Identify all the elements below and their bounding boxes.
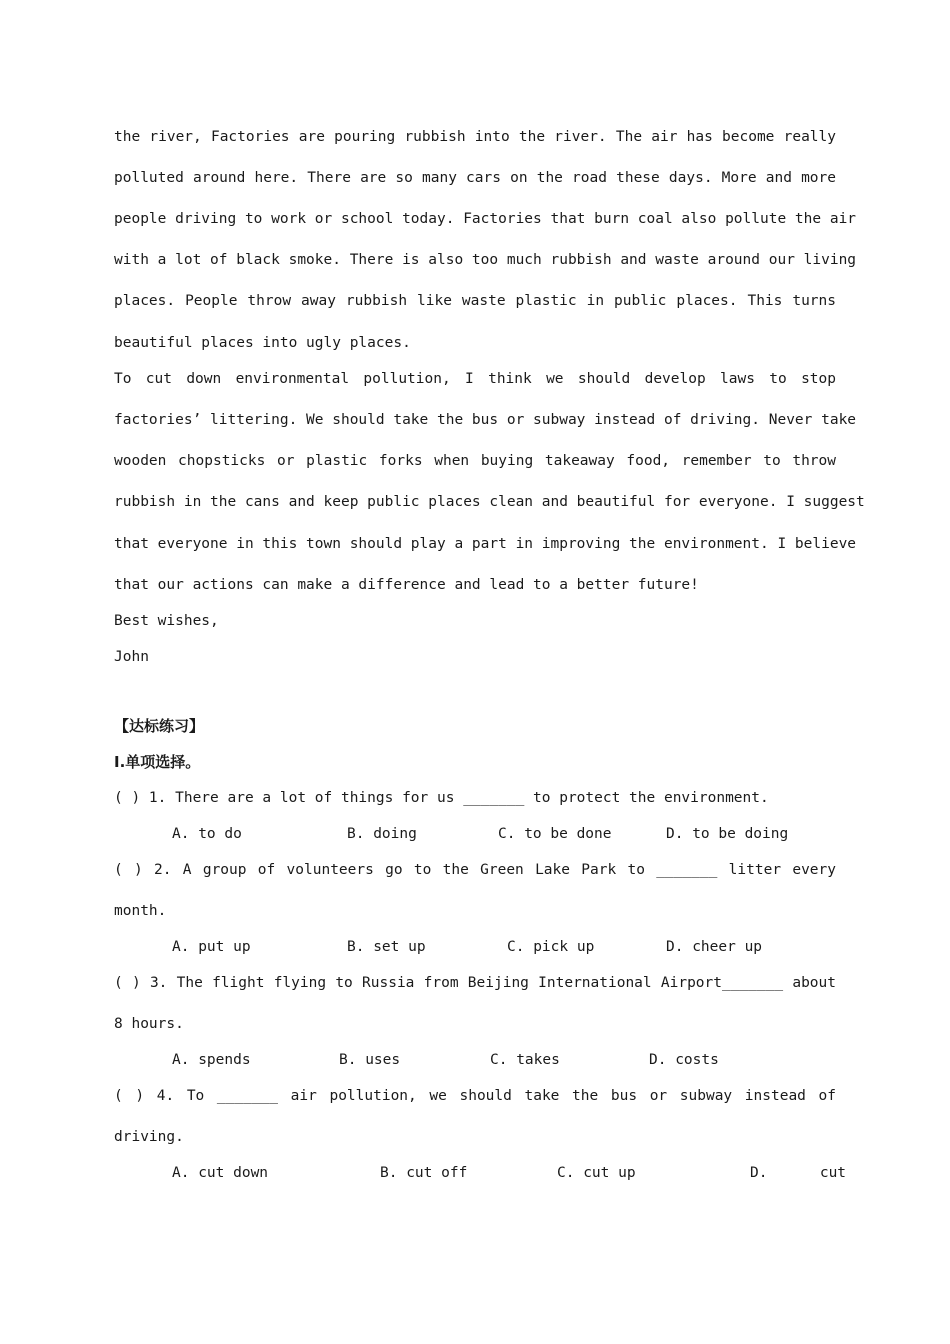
text-line: places. People throw away rubbish like waste plastic in public places. This turns — [114, 293, 836, 309]
text-line: wooden chopsticks or plastic forks when buying takeaway food, remember to throw — [114, 453, 836, 469]
text-line: that our actions can make a difference and lead to a better future! — [114, 577, 699, 593]
part-title: I.单项选择。 — [114, 753, 201, 771]
option-c: C. to be done — [498, 826, 612, 842]
text-line: rubbish in the cans and keep public places clean and beautiful for everyone. I suggest — [114, 494, 865, 510]
text-line: factories’ littering. We should take the bus or subway instead of driving. Never take — [114, 412, 857, 428]
text-line: beautiful places into ugly places. — [114, 335, 411, 351]
letter-closing: Best wishes, — [114, 613, 219, 629]
option-c: C. pick up — [507, 939, 595, 955]
option-c: C. cut up — [557, 1165, 636, 1181]
question-stem: ( ) 3. The flight flying to Russia from Beijing International Airport_______ about — [114, 975, 836, 991]
text-line: To cut down environmental pollution, I think we should develop laws to stop — [114, 371, 836, 387]
question-stem-continued: month. — [114, 903, 167, 919]
document-page — [114, 0, 865, 1344]
option-a: A. put up — [172, 939, 251, 955]
question-stem: ( ) 1. There are a lot of things for us _______ to protect the environment. — [114, 790, 769, 806]
text-line: people driving to work or school today. Factories that burn coal also pollute the air — [114, 211, 857, 227]
option-d: D. costs — [649, 1052, 719, 1068]
question-stem: ( ) 4. To _______ air pollution, we should take the bus or subway instead of — [114, 1088, 836, 1104]
option-b: B. uses — [339, 1052, 401, 1068]
option-d: D. cheer up — [666, 939, 763, 955]
question-stem: ( ) 2. A group of volunteers go to the Green Lake Park to _______ litter every — [114, 862, 836, 878]
text-line: polluted around here. There are so many cars on the road these days. More and more — [114, 170, 836, 186]
option-a: A. to do — [172, 826, 242, 842]
option-b: B. set up — [347, 939, 426, 955]
question-stem-continued: driving. — [114, 1129, 184, 1145]
text-line: the river, Factories are pouring rubbish into the river. The air has become really — [114, 129, 836, 145]
option-a: A. spends — [172, 1052, 251, 1068]
option-b: B. cut off — [380, 1165, 468, 1181]
option-d: D. to be doing — [666, 826, 789, 842]
section-title: 【达标练习】 — [114, 717, 205, 735]
option-a: A. cut down — [172, 1165, 269, 1181]
question-stem-continued: 8 hours. — [114, 1016, 184, 1032]
text-line: that everyone in this town should play a part in improving the environment. I believe — [114, 536, 857, 552]
option-d: D. cut — [750, 1165, 847, 1181]
option-b: B. doing — [347, 826, 417, 842]
option-c: C. takes — [490, 1052, 560, 1068]
text-line: with a lot of black smoke. There is also too much rubbish and waste around our living — [114, 252, 857, 268]
letter-signature: John — [114, 649, 149, 665]
